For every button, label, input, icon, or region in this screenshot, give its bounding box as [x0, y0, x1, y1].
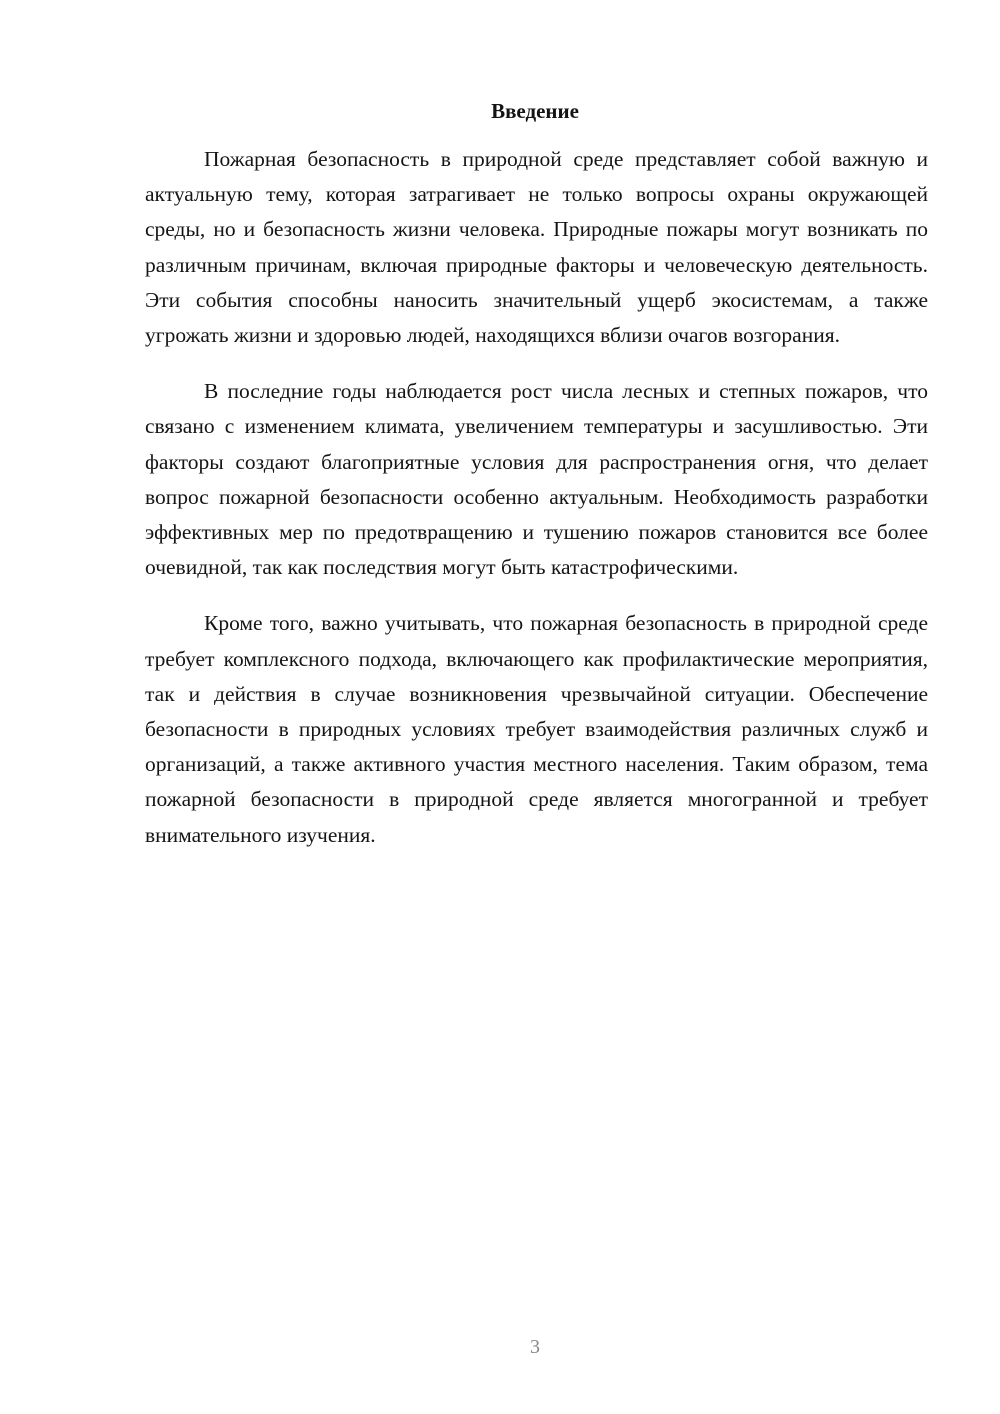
paragraph-3: Кроме того, важно учитывать, что пожарная безопасность в природной среде требует комплексного подхода, включающего как профилактические мероприятия, так и действия в случае возникновения чрезвычайной ситуации. Обеспечение безопасности в природных условиях требует взаимодействия различных служб и организаций, а также активного участия местного населения. Таким образом, тема пожарной безопасности в природной среде является многогранной и требует внимательного изучения.: [145, 611, 928, 847]
paragraph-1: Пожарная безопасность в природной среде представляет собой важную и актуальную тему, которая затрагивает не только вопросы охраны окружающей среды, но и безопасность жизни человека. Природные пожары могут возникать по различным причинам, включая природные факторы и человеческую деятельность. Эти события способны наносить значительный ущерб экосистемам, а также угрожать жизни и здоровью людей, находящихся вблизи очагов возгорания.: [145, 147, 928, 348]
paragraph-2: В последние годы наблюдается рост числа лесных и степных пожаров, что связано с изменением климата, увеличением температуры и засушливостью. Эти факторы создают благоприятные условия для распространения огня, что делает вопрос пожарной безопасности особенно актуальным. Необходимость разработки эффективных мер по предотвращению и тушению пожаров становится все более очевидной, так как последствия могут быть катастрофическими.: [145, 379, 928, 580]
body-text: [145, 142, 928, 874]
page-number: 3: [530, 1336, 540, 1358]
section-heading: Введение: [491, 99, 579, 123]
